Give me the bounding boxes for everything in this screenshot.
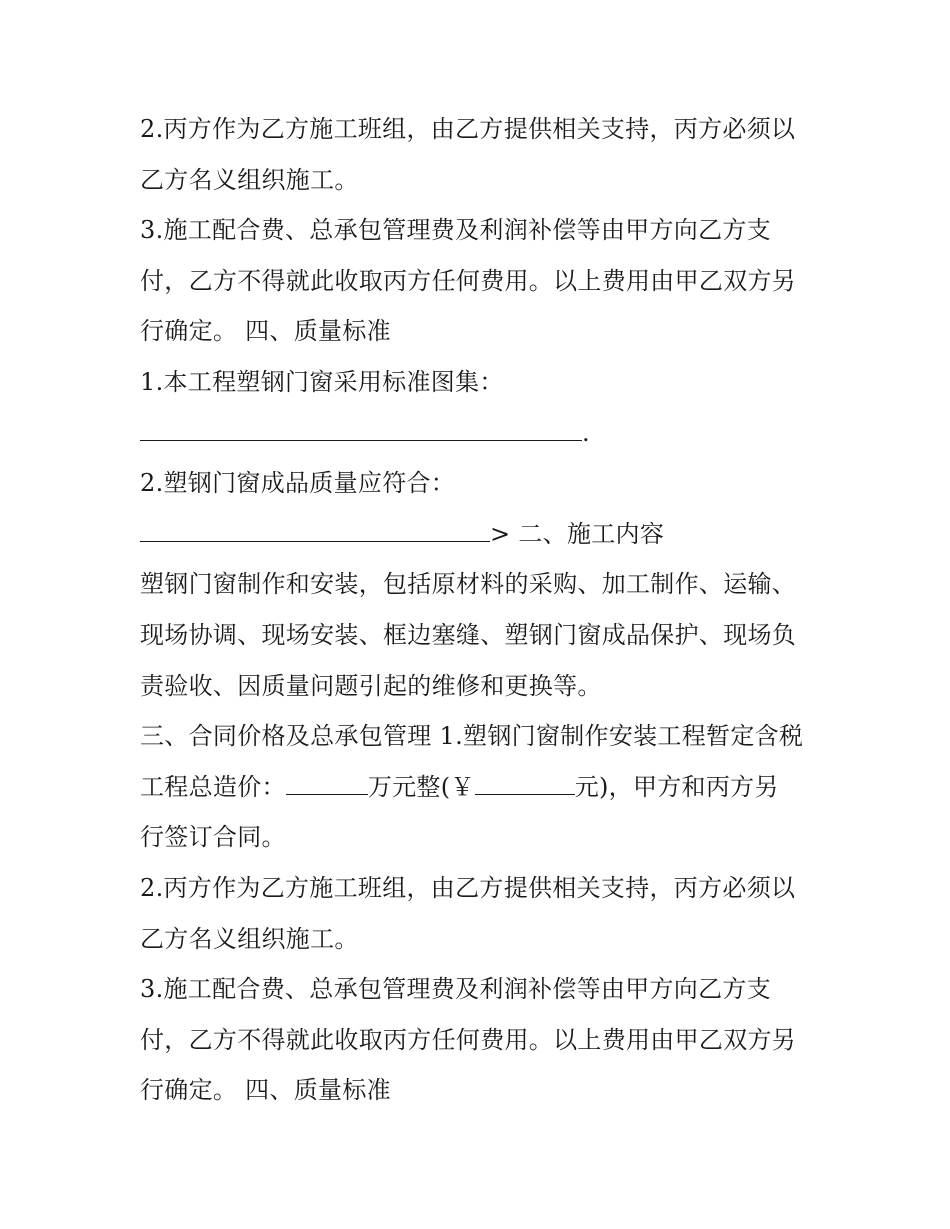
clause-line: 3.施工配合费、总承包管理费及利润补偿等由甲方向乙方支: [140, 216, 771, 245]
clause-line: 1.本工程塑钢门窗采用标准图集：: [140, 367, 504, 396]
clause-line: 2.丙方作为乙方施工班组，由乙方提供相关支持，丙方必须以: [140, 115, 796, 143]
standard-atlas-blank-line: [140, 408, 820, 459]
yuan-blank: [475, 762, 575, 795]
price-suffix: 元)，甲方和丙方另: [574, 772, 779, 801]
clause-line: 2.丙方作为乙方施工班组，由乙方提供相关支持，丙方必须以: [140, 873, 796, 902]
scope-line: 责验收、因质量问题引起的维修和更换等。: [140, 671, 602, 700]
contract-text: [140, 104, 820, 1116]
clause-line: 付，乙方不得就此收取丙方任何费用。以上费用由甲乙双方另: [140, 266, 797, 295]
quality-clause-line: 2.塑钢门窗成品质量应符合：: [140, 469, 456, 498]
contract-price-heading-line: 三、合同价格及总承包管理 1.塑钢门窗制作安装工程暂定含税: [140, 722, 804, 751]
clause-line: 行签订合同。: [140, 823, 286, 852]
scope-line: 现场协调、现场安装、框边塞缝、塑钢门窗成品保护、现场负: [140, 620, 797, 649]
standard-atlas-blank: [140, 408, 582, 441]
section-heading-line: 行确定。 四、质量标准: [140, 317, 391, 346]
quality-blank-line: [140, 509, 820, 560]
construction-scope-heading: > 二、施工内容: [490, 519, 665, 548]
total-price-line: [140, 762, 820, 813]
amount-blank: [286, 762, 368, 795]
section-heading-line: 行确定。 四、质量标准: [140, 1076, 391, 1105]
total-price-label: 工程总造价：: [140, 772, 286, 801]
quality-standard-blank: [140, 509, 490, 542]
clause-line: 3.施工配合费、总承包管理费及利润补偿等由甲方向乙方支: [140, 975, 771, 1004]
amount-unit: 万元整(￥: [367, 772, 475, 801]
scope-line: 塑钢门窗制作和安装，包括原材料的采购、加工制作、运输、: [140, 570, 797, 599]
clause-line: 付，乙方不得就此收取丙方任何费用。以上费用由甲乙双方另: [140, 1025, 797, 1054]
standard-atlas-period: .: [582, 418, 590, 447]
clause-line: 乙方名义组织施工。: [140, 924, 359, 953]
clause-line: 乙方名义组织施工。: [140, 165, 359, 194]
